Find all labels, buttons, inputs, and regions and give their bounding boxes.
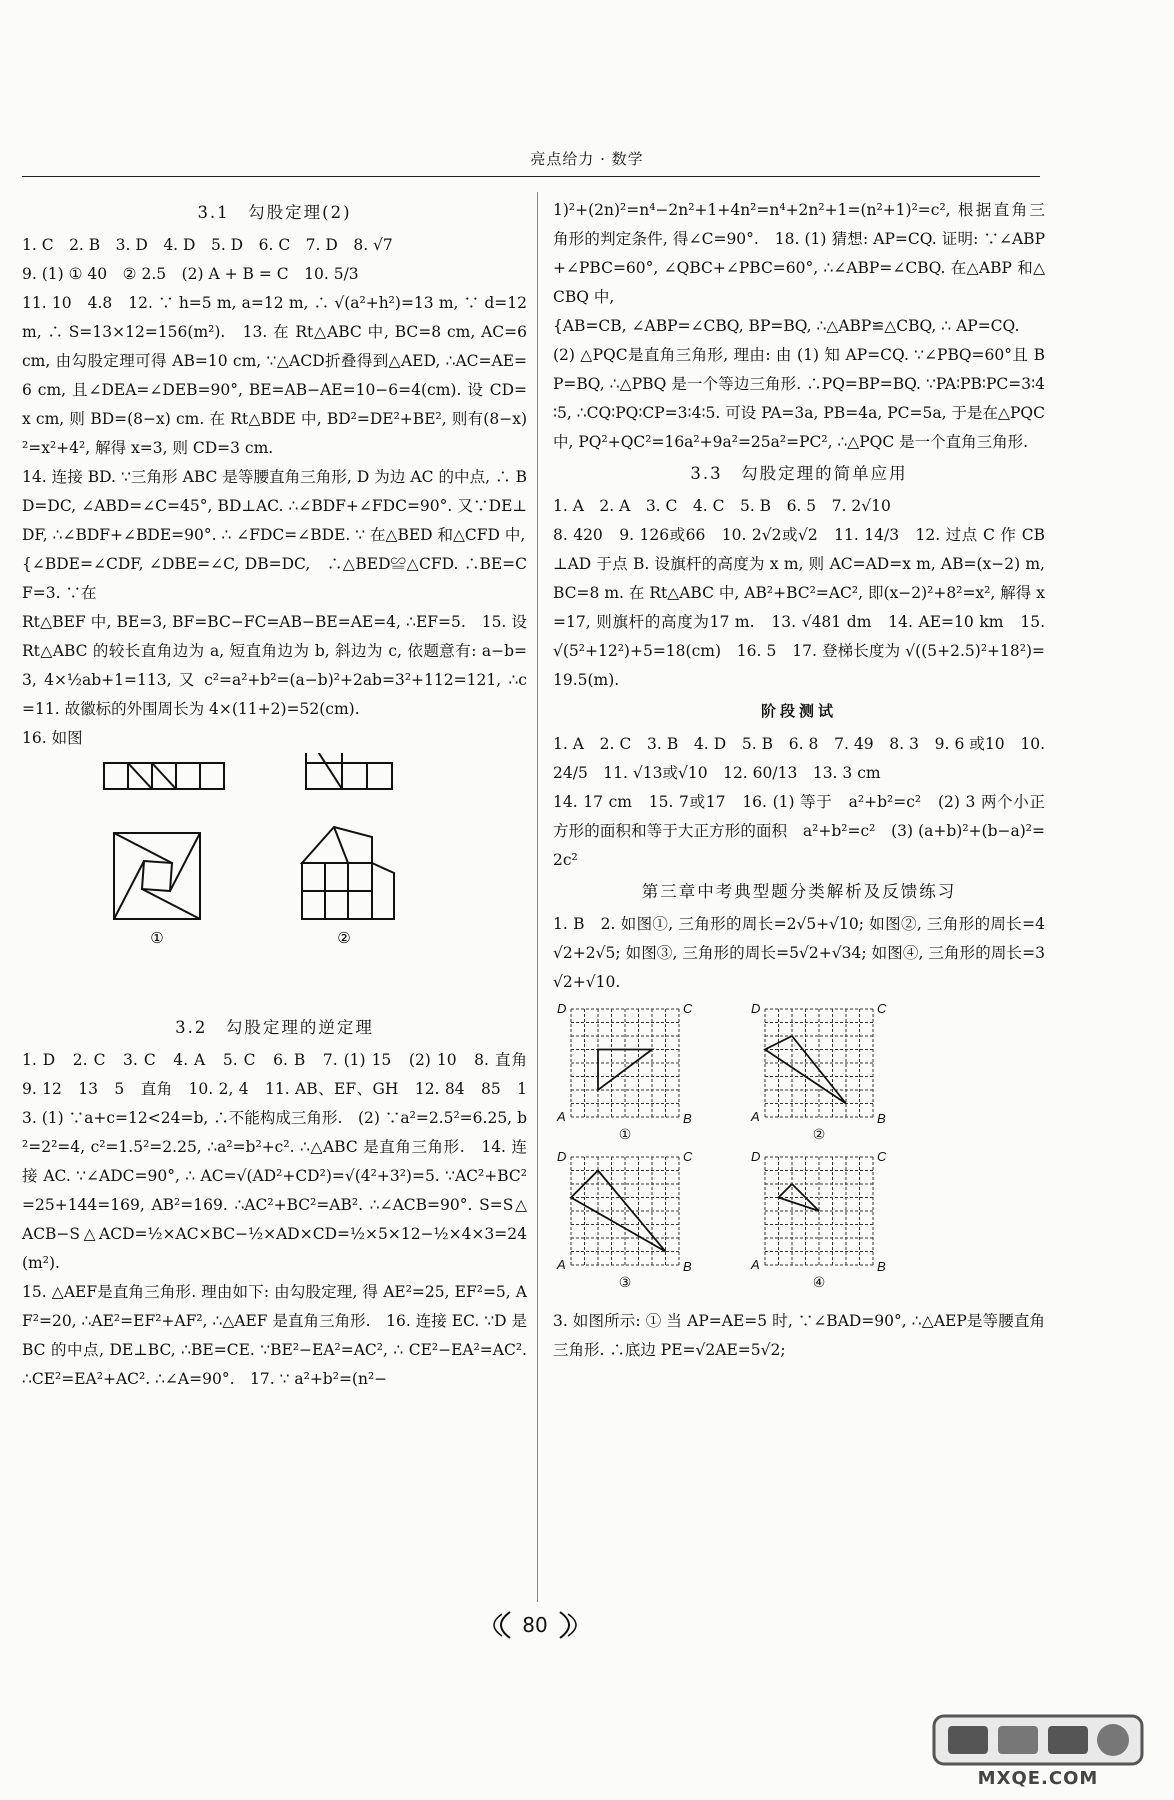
answer-paragraph: 1)²+(2n)²=n⁴−2n²+1+4n²=n⁴+2n²+1=(n²+1)²=c², 根据直角三角形的判定条件, 得∠C=90°. 18. (1) 猜想: AP=CQ. 证明: ∵∠ABP+∠PBC=60°, ∠QBC+∠PBC=60°, ∴∠ABP=∠CBQ. 在△ABP 和△CBQ 中, — [553, 201, 1045, 306]
fig16-L-shape — [306, 753, 392, 789]
section-3-2-title: 3.2 勾股定理的逆定理 — [175, 1018, 374, 1037]
grid-figure-2 — [750, 1001, 887, 1142]
answer-line: 1. A 2. A 3. C 4. C 5. B 6. 5 7. 2√10 — [553, 497, 891, 515]
answer-paragraph: 14. 17 cm 15. 7或17 16. (1) 等于 a²+b²=c² (2) 3 两个小正方形的面积和等于大正方形的面积 a²+b²=c² (3) (a+b)²+(b−a)²=2c² — [553, 793, 1045, 869]
answer-line: 9. (1) ① 40 ② 2.5 (2) A + B = C 10. 5/3 — [22, 265, 359, 283]
answer-paragraph: 14. 连接 BD. ∵三角形 ABC 是等腰直角三角形, D 为边 AC 的中点, ∴ BD=DC, ∠ABD=∠C=45°, BD⊥AC. ∴∠BDF+∠FDC=90°. 又∵DE⊥DF, ∴∠BDF+∠BDE=90°. ∴ ∠FDC=∠BDE. ∵ 在△BED 和△CFD 中, — [22, 468, 527, 544]
answer-paragraph: 1. A 2. C 3. B 4. D 5. B 6. 8 7. 49 8. 3 9. 6 或10 10. 24/5 11. √13或√10 12. 60/13 13. 3 cm — [553, 735, 1045, 782]
corner-label-d: D — [557, 1149, 567, 1164]
answer-paragraph: 11. 10 4.8 12. ∵ h=5 m, a=12 m, ∴ √(a²+h²)=13 m, ∵ d=12 m, ∴ S=13×12=156(m²). 13. 在 Rt△ABC 中, BC=8 cm, AC=6 cm, 由勾股定理可得 AB=10 cm, ∵△ACD折叠得到△AED, ∴AC=AE=6 cm, 且∠DEA=∠DEB=90°, BE=AB−AE=10−6=4(cm). 设 CD=x cm, 则 BD=(8−x) cm. 在 Rt△BDE 中, BD²=DE²+BE², 则有(8−x)²=x²+4², 解得 x=3, 则 CD=3 cm. — [22, 294, 527, 457]
grid-figure-label: ④ — [812, 1274, 826, 1290]
chapter-3-review-title: 第三章中考典型题分类解析及反馈练习 — [641, 882, 957, 901]
answer-system: {AB=CB, ∠ABP=∠CBQ, BP=BQ, ∴△ABP≌△CBQ, ∴ AP=CQ. — [553, 317, 1020, 335]
corner-label-a: A — [557, 1109, 566, 1124]
page-number-badge — [480, 1608, 590, 1642]
grid-figure-label: ③ — [618, 1274, 632, 1290]
answer-paragraph: (2) △PQC是直角三角形, 理由: 由 (1) 知 AP=CQ. ∵∠PBQ=60°且 BP=BQ, ∴△PBQ 是一个等边三角形. ∴PQ=BP=BQ. ∵PA∶PB∶PC=3∶4∶5, ∴CQ∶PQ∶CP=3∶4∶5. 可设 PA=3a, PB=4a, PC=5a, 于是在△PQC 中, PQ²+QC²=16a²+9a²=25a²=PC², ∴△PQC 是一个直角三角形. — [553, 346, 1045, 451]
answer-paragraph: Rt△BEF 中, BE=3, BF=BC−FC=AB−BE=AE=4, ∴EF=5. 15. 设 Rt△ABC 的较长直角边为 a, 短直角边为 b, 斜边为 c, 依题意有: a−b=3, 4×½ab+1=113, 又 c²=a²+b²=(a−b)²+2ab=3²+112=121, ∴c=11. 故徽标的外围周长为 4×(11+2)=52(cm). — [22, 613, 527, 718]
corner-label-a: A — [751, 1109, 760, 1124]
answer-paragraph: 3. 如图所示: ① 当 AP=AE=5 时, ∵∠BAD=90°, ∴△AEP是等腰直角三角形. ∴底边 PE=√2AE=5√2; — [553, 1312, 1045, 1359]
fig16-label-2: ② — [337, 930, 351, 947]
corner-label-c: C — [877, 1001, 887, 1016]
fig16-square-triangles — [302, 827, 394, 919]
watermark-url: MXQE.COM — [977, 1768, 1099, 1789]
corner-label-d: D — [751, 1149, 761, 1164]
corner-label-d: D — [557, 1001, 567, 1016]
corner-label-d: D — [751, 1001, 761, 1016]
fig16-pinwheel — [114, 833, 200, 919]
left-column — [22, 196, 543, 1394]
corner-label-b: B — [683, 1111, 692, 1126]
grid-figure-1 — [556, 1001, 693, 1142]
grid-figure-label: ② — [812, 1126, 826, 1142]
header-rule — [22, 176, 1040, 177]
figure-16 — [22, 753, 527, 1001]
answer-paragraph: 1. D 2. C 3. C 4. A 5. C 6. B 7. (1) 15 (2) 10 8. 直角 9. 12 13 5 直角 10. 2, 4 11. AB、EF、GH 12. 84 85 13. (1) ∵a+c=12<24=b, ∴不能构成三角形. (2) ∵a²=2.5²=6.25, b²=2²=4, c²=1.5²=2.25, ∴a²=b²+c². ∴△ABC 是直角三角形. 14. 连接 AC. ∵∠ADC=90°, ∴ AC=√(AD²+CD²)=√(4²+3²)=5. ∵AC²+BC²=25+144=169, AB²=169. ∴AC²+BC²=AB². ∴∠ACB=90°. S=S△ACB−S△ACD=½×AC×BC−½×AD×CD=½×5×12−½×4×3=24(m²). — [22, 1051, 543, 1272]
column-divider — [537, 192, 538, 1602]
corner-label-b: B — [877, 1111, 886, 1126]
right-column — [553, 196, 1045, 1365]
answer-system: {∠BDE=∠CDF, ∠DBE=∠C, DB=DC, ∴△BED≌△CFD. ∴BE=CF=3. ∵在 — [22, 555, 527, 602]
grid-figure-3 — [556, 1149, 693, 1290]
corner-label-a: A — [751, 1257, 760, 1272]
running-header: 亮点给力 · 数学 — [530, 150, 644, 168]
answer-line: 16. 如图 — [22, 729, 83, 747]
corner-label-c: C — [683, 1001, 693, 1016]
site-watermark — [928, 1712, 1148, 1790]
fig16-label-1: ① — [150, 930, 164, 947]
grid-figure-4 — [750, 1149, 887, 1290]
answer-paragraph: 15. △AEF是直角三角形. 理由如下: 由勾股定理, 得 AE²=25, EF²=5, AF²=20, ∴AE²=EF²+AF², ∴△AEF 是直角三角形. 16. 连接 EC. ∵D 是 BC 的中点, DE⊥BC, ∴BE=CE. ∵BE²−EA²=AC², ∴ CE²−EA²=AC². ∴CE²=EA²+AC². ∴∠A=90°. 17. ∵ a²+b²=(n²− — [22, 1283, 527, 1388]
page-number: 80 — [522, 1613, 548, 1637]
corner-label-c: C — [877, 1149, 887, 1164]
watermark-logo-icon — [928, 1712, 1148, 1768]
fig16-strip — [104, 763, 224, 789]
answer-paragraph: 8. 420 9. 126或66 10. 2√2或√2 11. 14/3 12. 过点 C 作 CB⊥AD 于点 B. 设旗杆的高度为 x m, 则 AC=AD=x m, AB=(x−2) m, BC=8 m. 在 Rt△ABC 中, AB²+BC²=AC², 即(x−2)²+8²=x², 解得 x=17, 则旗杆的高度为17 m. 13. √481 dm 14. AE=10 km 15. √(5²+12²)+5=18(cm) 16. 5 17. 登梯长度为 √((5+2.5)²+18²)=19.5(m). — [553, 526, 1045, 689]
corner-label-b: B — [683, 1259, 692, 1274]
answer-line: 1. C 2. B 3. D 4. D 5. D 6. C 7. D 8. √7 — [22, 236, 393, 254]
section-3-3-title: 3.3 勾股定理的简单应用 — [690, 464, 908, 483]
answer-paragraph: 1. B 2. 如图①, 三角形的周长=2√5+√10; 如图②, 三角形的周长=4√2+2√5; 如图③, 三角形的周长=5√2+√34; 如图④, 三角形的周长=3√2+√10. — [553, 915, 1045, 991]
corner-label-c: C — [683, 1149, 693, 1164]
grid-figure-label: ① — [618, 1126, 632, 1142]
corner-label-b: B — [877, 1259, 886, 1274]
grid-figures — [553, 997, 1045, 1297]
corner-label-a: A — [557, 1257, 566, 1272]
section-3-1-title: 3.1 勾股定理(2) — [197, 203, 352, 222]
stage-test-title: 阶段测试 — [760, 702, 837, 720]
